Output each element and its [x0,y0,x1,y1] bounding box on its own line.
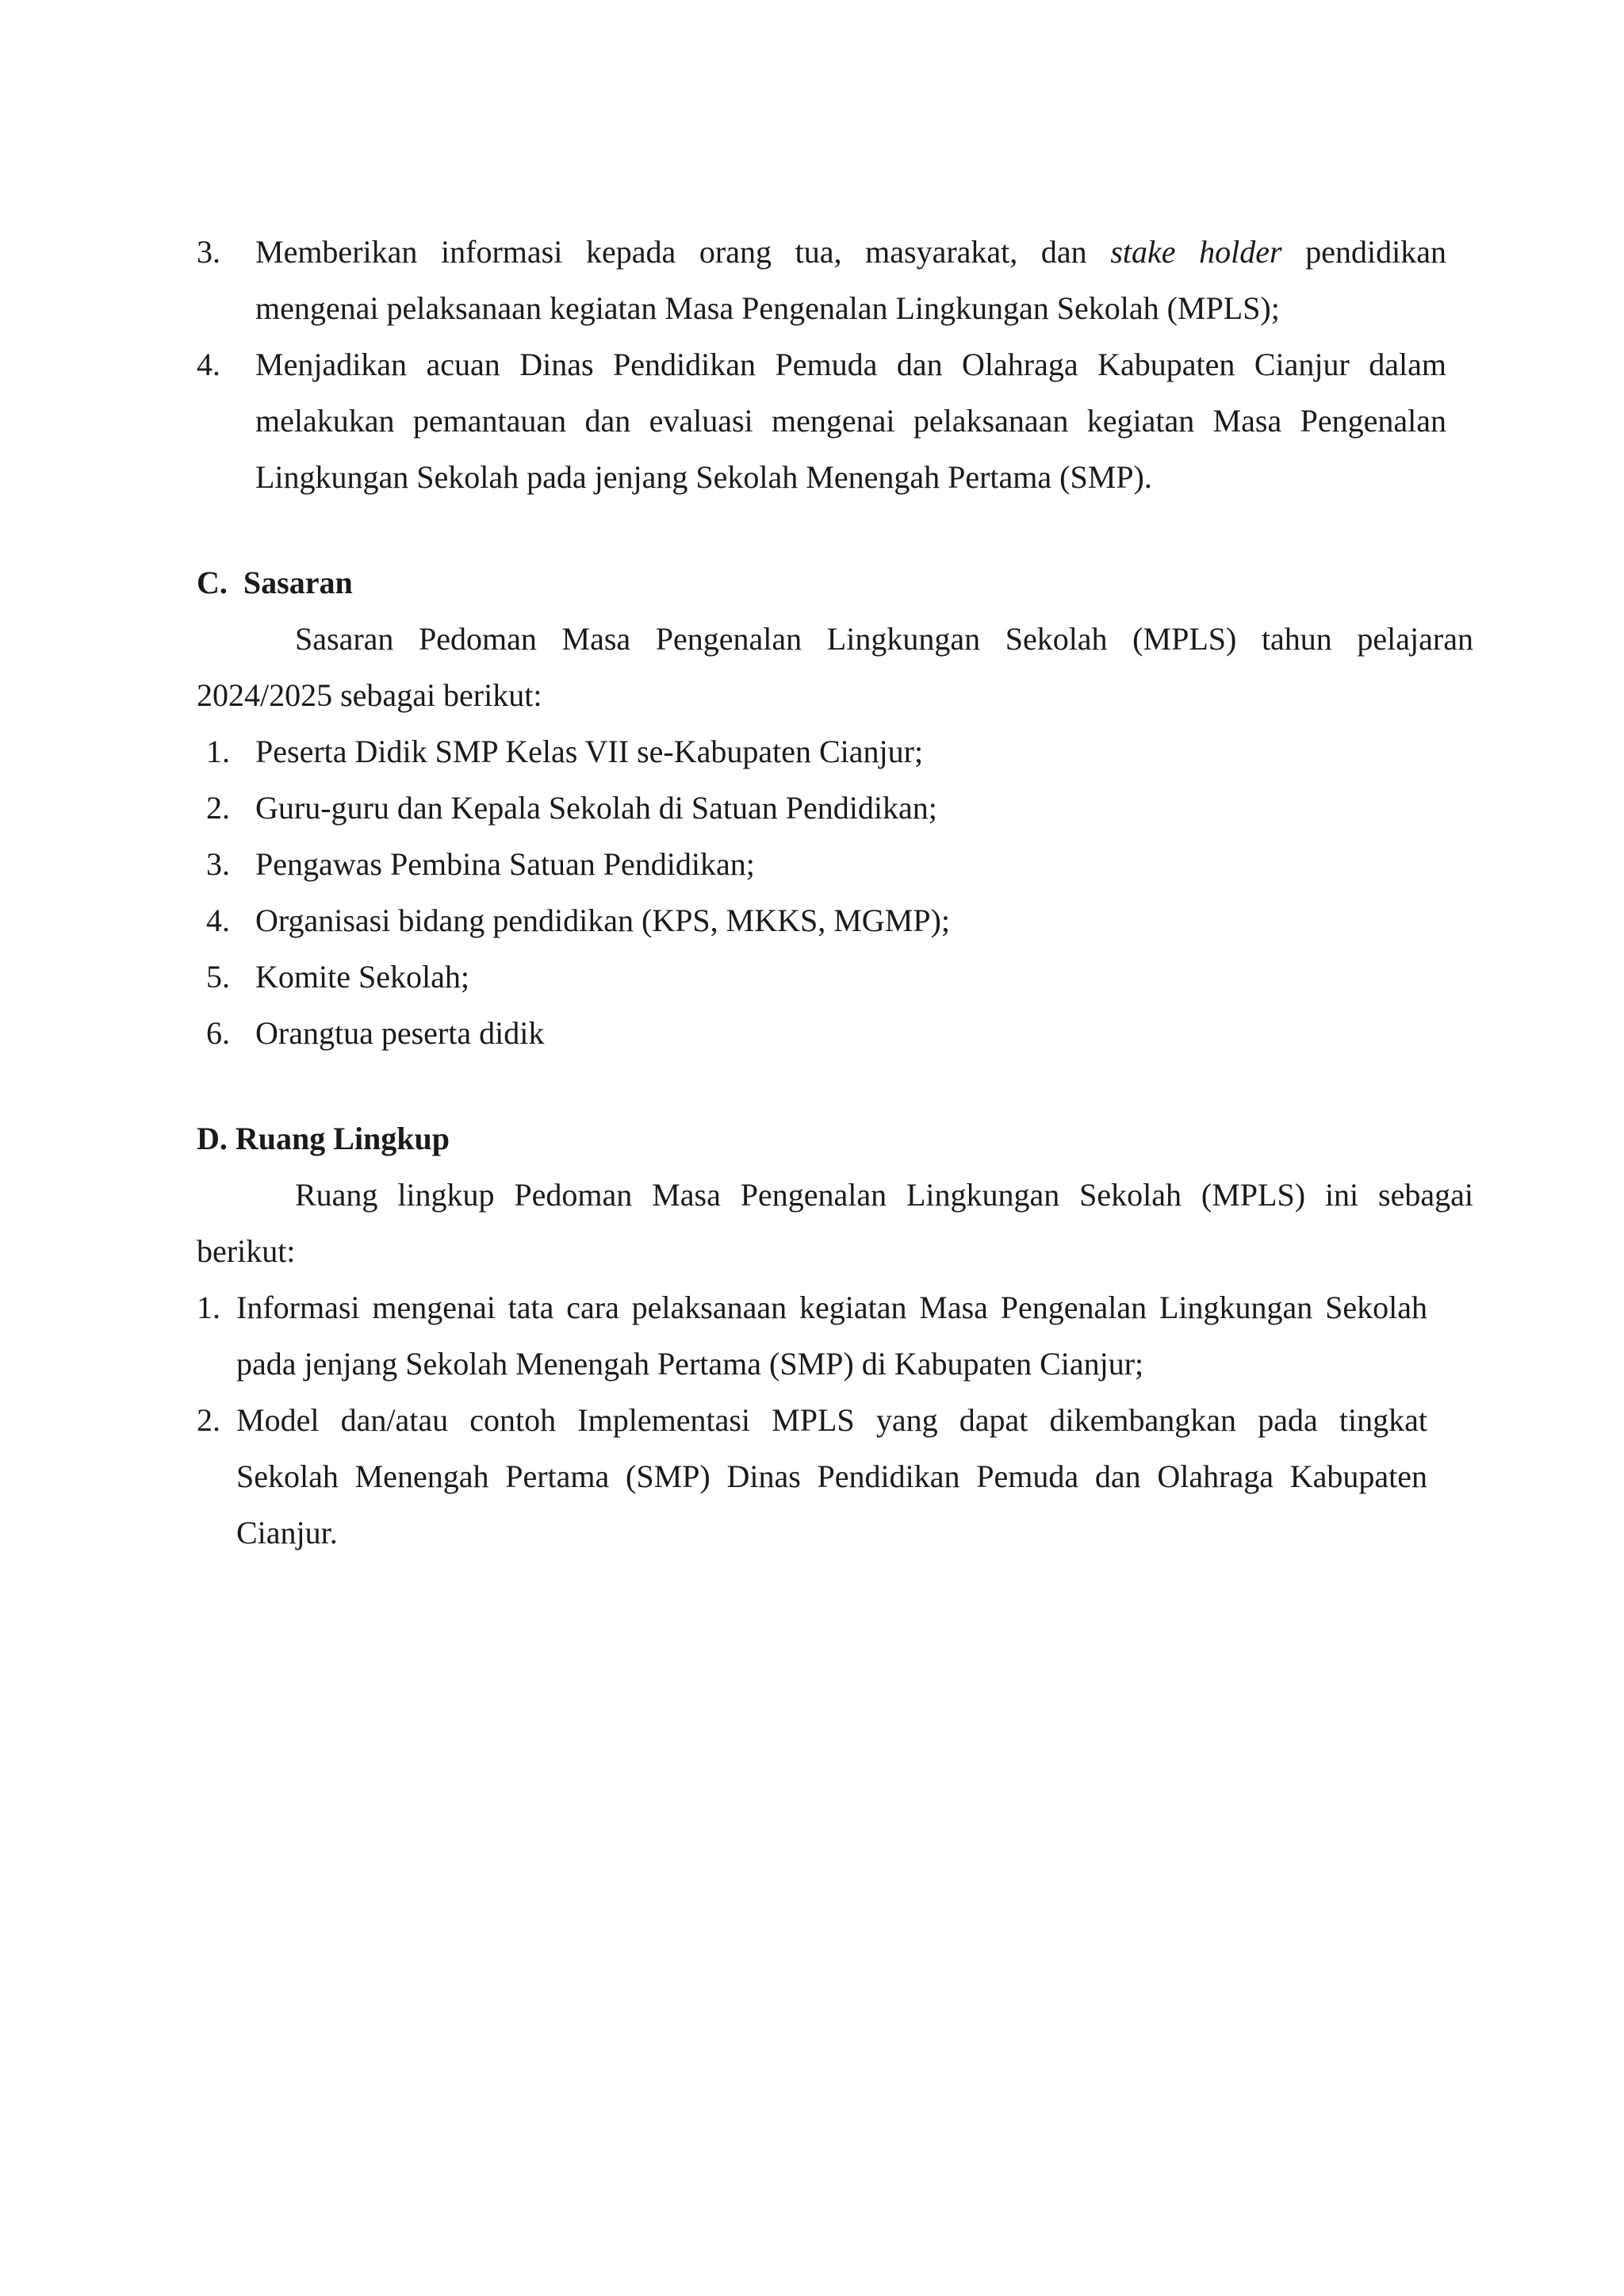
list-item-line: mengenai pelaksanaan kegiatan Masa Pengenalan Lingkungan Sekolah (MPLS); [255,290,1280,326]
list-item-line: Informasi mengenai tata cara pelaksanaan kegiatan Masa Pengenalan Lingkungan Sekolah [236,1290,1427,1325]
targets-list [197,723,1473,1061]
list-item-line: melakukan pemantauan dan evaluasi mengenai pelaksanaan kegiatan Masa Pengenalan [255,403,1446,439]
list-item-text: Peserta Didik SMP Kelas VII se-Kabupaten Cianjur; [255,734,924,769]
list-item-text: Komite Sekolah; [255,959,469,995]
list-number: 4. [197,347,220,382]
list-item-line: Model dan/atau contoh Implementasi MPLS yang dapat dikembangkan pada tingkat [236,1402,1427,1438]
document-page [197,224,1473,1561]
italic-term: stake holder [1110,234,1282,270]
list-number: 6. [206,1015,230,1051]
list-item-text: Memberikan informasi kepada orang tua, masyarakat, dan [255,234,1111,270]
intro-line: Sasaran Pedoman Masa Pengenalan Lingkungan Sekolah (MPLS) tahun pelajaran [295,621,1473,657]
list-item-line: pada jenjang Sekolah Menengah Pertama (SMP) di Kabupaten Cianjur; [236,1346,1144,1382]
list-item [197,723,1473,780]
list-number: 1. [197,1290,220,1325]
intro-line: 2024/2025 sebagai berikut: [197,677,542,713]
list-number: 2. [197,1402,220,1438]
list-item-line: Lingkungan Sekolah pada jenjang Sekolah Menengah Pertama (SMP). [255,459,1152,495]
list-item [197,836,1473,892]
list-item [197,1279,1427,1392]
list-number: 3. [206,846,230,882]
section-intro [197,1167,1473,1279]
intro-line: berikut: [197,1233,296,1269]
list-item [197,780,1473,836]
list-item-line: Sekolah Menengah Pertama (SMP) Dinas Pendidikan Pemuda dan Olahraga Kabupaten [236,1458,1427,1494]
list-item-text: Guru-guru dan Kepala Sekolah di Satuan Pendidikan; [255,790,937,826]
section-heading-ruang-lingkup: D. Ruang Lingkup [197,1121,450,1156]
section-heading-sasaran: C. Sasaran [197,565,353,600]
list-number: 5. [206,959,230,995]
list-number: 2. [206,790,230,826]
list-item-text: Orangtua peserta didik [255,1015,545,1051]
list-item-text: Pengawas Pembina Satuan Pendidikan; [255,846,755,882]
list-item [197,336,1446,505]
list-item-line [255,224,1446,280]
list-number: 1. [206,734,230,769]
list-item [197,892,1473,949]
list-item-line: Menjadikan acuan Dinas Pendidikan Pemuda dan Olahraga Kabupaten Cianjur dalam [255,347,1446,382]
objectives-list [197,224,1473,505]
list-number: 4. [206,903,230,938]
scope-list [197,1279,1473,1561]
list-item-text: pendidikan [1281,234,1447,270]
list-item [197,1005,1473,1061]
list-item [197,949,1473,1005]
list-item [197,224,1446,336]
list-number: 3. [197,234,220,270]
section-intro [197,611,1473,723]
intro-line: Ruang lingkup Pedoman Masa Pengenalan Lingkungan Sekolah (MPLS) ini sebagai [295,1177,1473,1213]
list-item [197,1392,1427,1561]
list-item-line: Cianjur. [236,1515,338,1550]
list-item-text: Organisasi bidang pendidikan (KPS, MKKS, MGMP); [255,903,950,938]
